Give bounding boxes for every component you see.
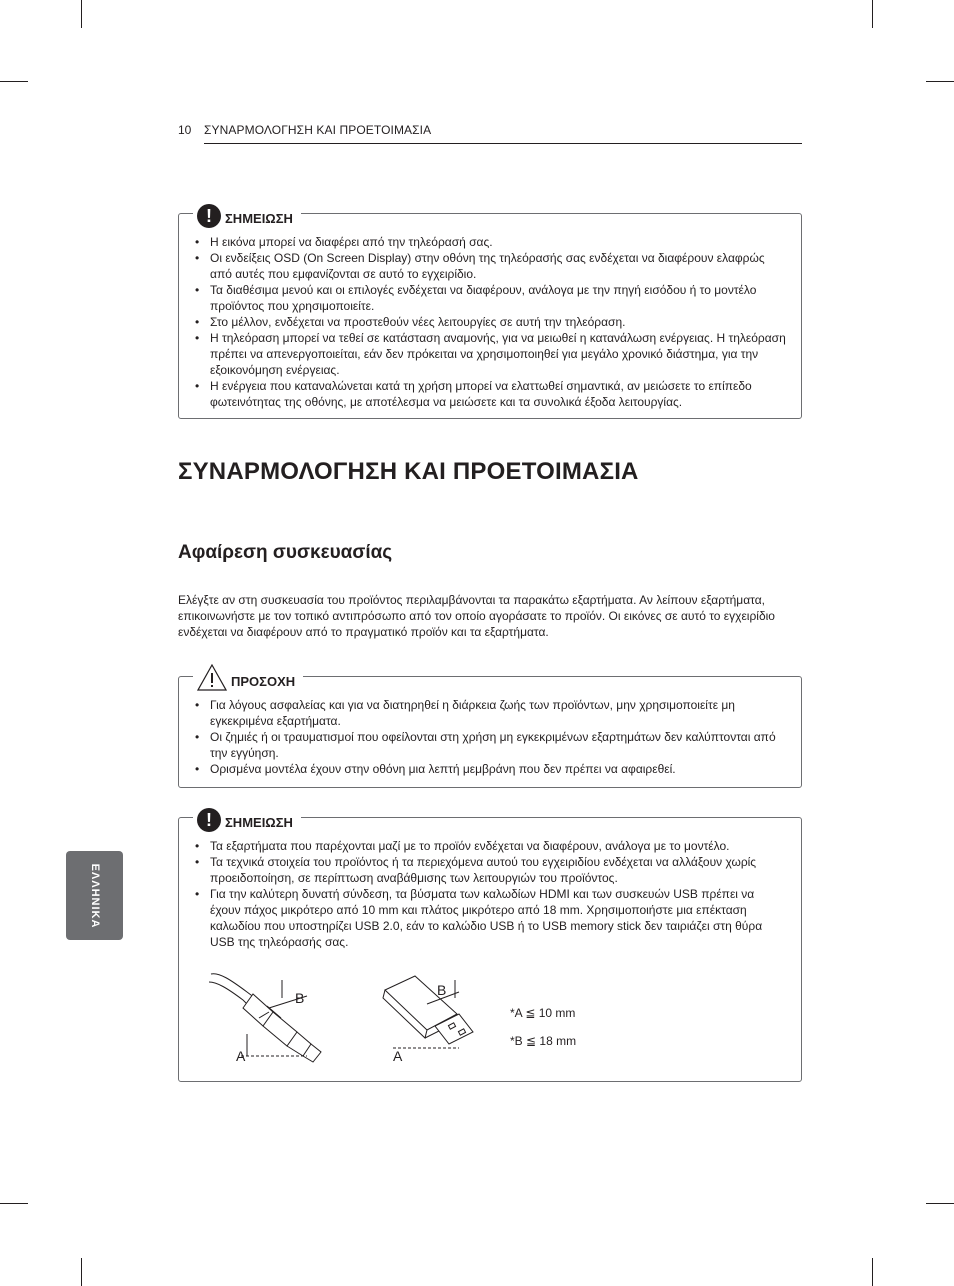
dimension-spec-a: *A ≦ 10 mm xyxy=(510,1006,576,1020)
list-item: • Τα εξαρτήματα που παρέχονται μαζί με το προϊόν ενδέχεται να διαφέρουν, ανάλογα με το μοντέλο. xyxy=(193,838,787,854)
dimension-spec-b: *B ≦ 18 mm xyxy=(510,1034,577,1048)
list-item: • Η ενέργεια που καταναλώνεται κατά τη χρήση μπορεί να ελαττωθεί σημαντικά, αν μειώσετε το επίπεδο φωτεινότητας της οθόνης, με αποτέλεσμα να μειώσετε και τα συνολικά έξοδα λειτουργίας. xyxy=(193,378,787,410)
list-item: • Οι ενδείξεις OSD (On Screen Display) στην οθόνη της τηλεόρασής σας ενδέχεται να διαφέρουν ελαφρώς από αυτές που εμφανίζονται σε αυτό το εγχειρίδιο. xyxy=(193,250,787,282)
note-list xyxy=(193,838,787,950)
caution-box xyxy=(178,676,802,788)
crop-mark xyxy=(926,81,954,82)
caution-list xyxy=(193,697,787,777)
dimension-label-b: B xyxy=(437,982,447,998)
note-list xyxy=(193,234,787,410)
caution-box-heading xyxy=(193,663,303,691)
crop-mark xyxy=(0,1203,28,1204)
note-box-heading xyxy=(193,804,301,832)
list-item: • Για λόγους ασφαλείας και για να διατηρηθεί η διάρκεια ζωής των προϊόντων, μην χρησιμοποιείτε μη εγκεκριμένα εξαρτήματα. xyxy=(193,697,787,729)
dimension-label-a: A xyxy=(393,1048,403,1064)
list-item: • Η τηλεόραση μπορεί να τεθεί σε κατάσταση αναμονής, για να μειωθεί η κατανάλωση ενέργειας. Η τηλεόραση πρέπει να απενεργοποιείται, εάν δεν πρόκειται να χρησιμοποιηθεί για μεγάλο χρονικό διάστημα, για την εξοικονόμηση ενέργειας. xyxy=(193,330,787,378)
list-item: • Ορισμένα μοντέλα έχουν στην οθόνη μια λεπτή μεμβράνη που δεν πρέπει να αφαιρεθεί. xyxy=(193,761,787,777)
subsection-title: Αφαίρεση συσκευασίας xyxy=(178,542,393,563)
warning-icon xyxy=(197,664,227,691)
note-title: ΣΗΜΕΙΩΣΗ xyxy=(225,211,293,226)
language-tab xyxy=(66,851,123,940)
language-tab-label: ΕΛΛΗΝΙΚΑ xyxy=(88,863,101,928)
exclamation-icon: ! xyxy=(197,808,221,832)
exclamation-icon: ! xyxy=(197,204,221,228)
header-divider xyxy=(204,143,802,144)
crop-mark xyxy=(0,81,28,82)
crop-mark xyxy=(872,1258,873,1286)
note-title: ΣΗΜΕΙΩΣΗ xyxy=(225,815,293,830)
dimension-label-a: A xyxy=(236,1048,246,1064)
page-number: 10 xyxy=(178,123,192,137)
crop-mark xyxy=(81,0,82,28)
list-item: • Τα τεχνικά στοιχεία του προϊόντος ή τα περιεχόμενα αυτού του εγχειριδίου ενδέχεται να αλλάξουν χωρίς προειδοποίηση, σε περίπτωση αναβάθμισης των λειτουργιών του προϊόντος. xyxy=(193,854,787,886)
hdmi-plug-illustration xyxy=(207,968,347,1078)
list-item: • Τα διαθέσιμα μενού και οι επιλογές ενδέχεται να διαφέρουν, ανάλογα με την πηγή εισόδου ή το μοντέλο προϊόντος που χρησιμοποιείτε. xyxy=(193,282,787,314)
chapter-title: ΣΥΝΑΡΜΟΛΟΓΗΣΗ ΚΑΙ ΠΡΟΕΤΟΙΜΑΣΙΑ xyxy=(204,123,432,137)
list-item: • Η εικόνα μπορεί να διαφέρει από την τηλεόρασή σας. xyxy=(193,234,787,250)
dimension-label-b: B xyxy=(295,990,305,1006)
list-item: • Για την καλύτερη δυνατή σύνδεση, τα βύσματα των καλωδίων HDMI και των συσκευών USB πρέπει να έχουν πάχος μικρότερο από 10 mm και πλάτος μικρότερο από 18 mm. Χρησιμοποιήστε μια επέκταση καλωδίου που υποστηρίζει USB 2.0, εάν το καλώδιο USB ή το USB memory stick δεν ταιριάζει στη θύρα USB της τηλεόρασής σας. xyxy=(193,886,787,950)
running-header xyxy=(178,123,802,145)
note-box xyxy=(178,206,802,419)
note-box xyxy=(178,810,802,1082)
intro-paragraph: Ελέγξτε αν στη συσκευασία του προϊόντος περιλαμβάνονται τα παρακάτω εξαρτήματα. Αν λείπουν εξαρτήματα, επικοινωνήστε με τον τοπικό αντιπρόσωπο από τον οποίο αγοράσατε το προϊόν. Οι εικόνες σε αυτό το εγχειρίδιο ενδέχεται να διαφέρουν από το πραγματικό προϊόν και τα εξαρτήματα. xyxy=(178,593,775,639)
crop-mark xyxy=(81,1258,82,1286)
section-title: ΣΥΝΑΡΜΟΛΟΓΗΣΗ ΚΑΙ ΠΡΟΕΤΟΙΜΑΣΙΑ xyxy=(178,458,639,485)
note-box-heading xyxy=(193,200,301,228)
list-item: • Στο μέλλον, ενδέχεται να προστεθούν νέες λειτουργίες σε αυτή την τηλεόραση. xyxy=(193,314,787,330)
crop-mark xyxy=(872,0,873,28)
crop-mark xyxy=(926,1203,954,1204)
list-item: • Οι ζημιές ή οι τραυματισμοί που οφείλονται στη χρήση μη εγκεκριμένων εξαρτημάτων δεν καλύπτονται από την εγγύηση. xyxy=(193,729,787,761)
caution-title: ΠΡΟΣΟΧΗ xyxy=(231,674,296,689)
